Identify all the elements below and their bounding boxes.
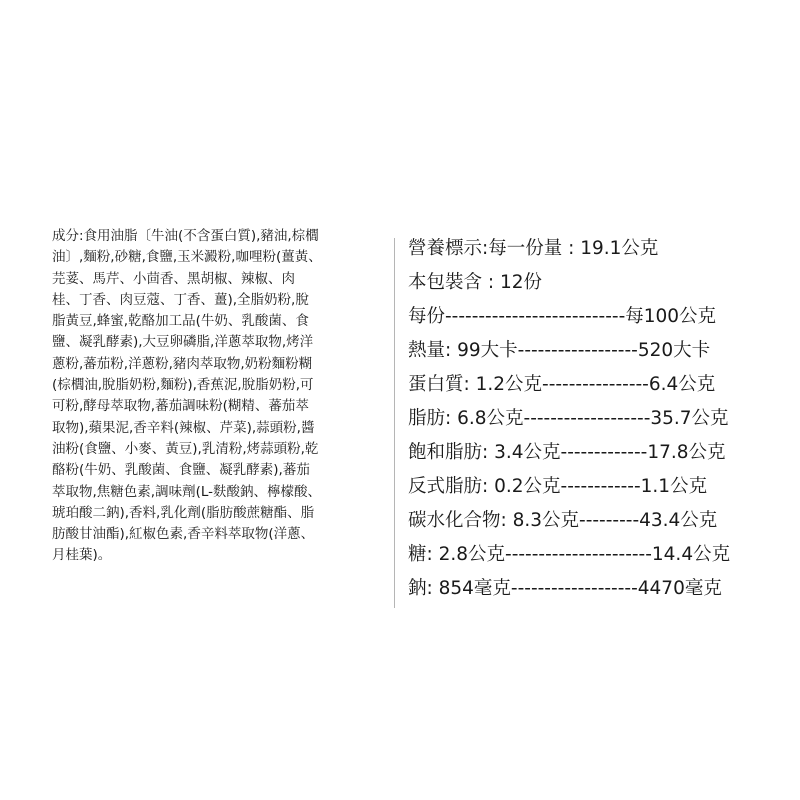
- ingredients-line: (棕櫚油,脫脂奶粉,麵粉),香蕉泥,脫脂奶粉,可: [52, 377, 314, 394]
- nutrition-row-protein: 蛋白質: 1.2公克----------------6.4公克: [408, 374, 716, 395]
- ingredients-line: 酪粉(牛奶、乳酸菌、食鹽、凝乳酵素),蕃茄: [52, 462, 310, 479]
- nutrition-row-sugar: 糖: 2.8公克----------------------14.4公克: [408, 544, 731, 565]
- nutrition-row-saturated-fat: 飽和脂肪: 3.4公克-------------17.8公克: [408, 442, 726, 463]
- ingredients-line: 成分:食用油脂〔牛油(不含蛋白質),豬油,棕櫚: [52, 228, 319, 244]
- nutrition-serving-size: 營養標示:每一份量 : 19.1公克: [408, 238, 659, 259]
- ingredients-line: 鹽、凝乳酵素),大豆卵磷脂,洋蔥萃取物,烤洋: [52, 334, 314, 351]
- nutrition-row-trans-fat: 反式脂肪: 0.2公克------------1.1公克: [408, 476, 708, 497]
- ingredients-line: 可粉,酵母萃取物,蕃茄調味粉(糊精、蕃茄萃: [52, 398, 309, 415]
- ingredients-line: 油〕,麵粉,砂糖,食鹽,玉米澱粉,咖哩粉(薑黃、: [52, 249, 322, 266]
- nutrition-row-calories: 熱量: 99大卡------------------520大卡: [408, 340, 711, 361]
- ingredients-line: 琥珀酸二鈉),香料,乳化劑(脂肪酸蔗糖酯、脂: [52, 504, 315, 521]
- ingredients-line: 蔥粉,蕃茄粉,洋蔥粉,豬肉萃取物,奶粉麵粉糊: [52, 355, 313, 372]
- nutrition-column-header: 每份---------------------------每100公克: [408, 306, 717, 327]
- nutrition-row-carbohydrate: 碳水化合物: 8.3公克---------43.4公克: [408, 510, 718, 531]
- ingredients-line: 取物),蘋果泥,香辛料(辣椒、芹菜),蒜頭粉,醬: [52, 419, 315, 436]
- nutrition-row-sodium: 鈉: 854毫克-------------------4470毫克: [408, 578, 722, 599]
- nutrition-servings-per-package: 本包裝含 : 12份: [408, 272, 543, 293]
- ingredients-line: 萃取物,焦糖色素,調味劑(L-麩酸鈉、檸檬酸、: [52, 483, 322, 500]
- ingredients-list: [52, 226, 352, 567]
- ingredients-line: 月桂葉)。: [52, 547, 112, 564]
- nutrition-row-fat: 脂肪: 6.8公克-------------------35.7公克: [408, 408, 729, 429]
- ingredients-line: 油粉(食鹽、小麥、黃豆),乳清粉,烤蒜頭粉,乾: [52, 440, 319, 457]
- ingredients-line: 桂、丁香、肉豆蔻、丁香、薑),全脂奶粉,脫: [52, 291, 309, 308]
- column-divider: [394, 238, 395, 608]
- ingredients-line: 肪酸甘油酯),紅椒色素,香辛料萃取物(洋蔥、: [52, 526, 315, 543]
- nutrition-facts: [408, 232, 778, 606]
- ingredients-line: 脂黃豆,蜂蜜,乾酪加工品(牛奶、乳酸菌、食: [52, 313, 309, 330]
- ingredients-line: 芫荽、馬芹、小茴香、黑胡椒、辣椒、肉: [52, 270, 295, 287]
